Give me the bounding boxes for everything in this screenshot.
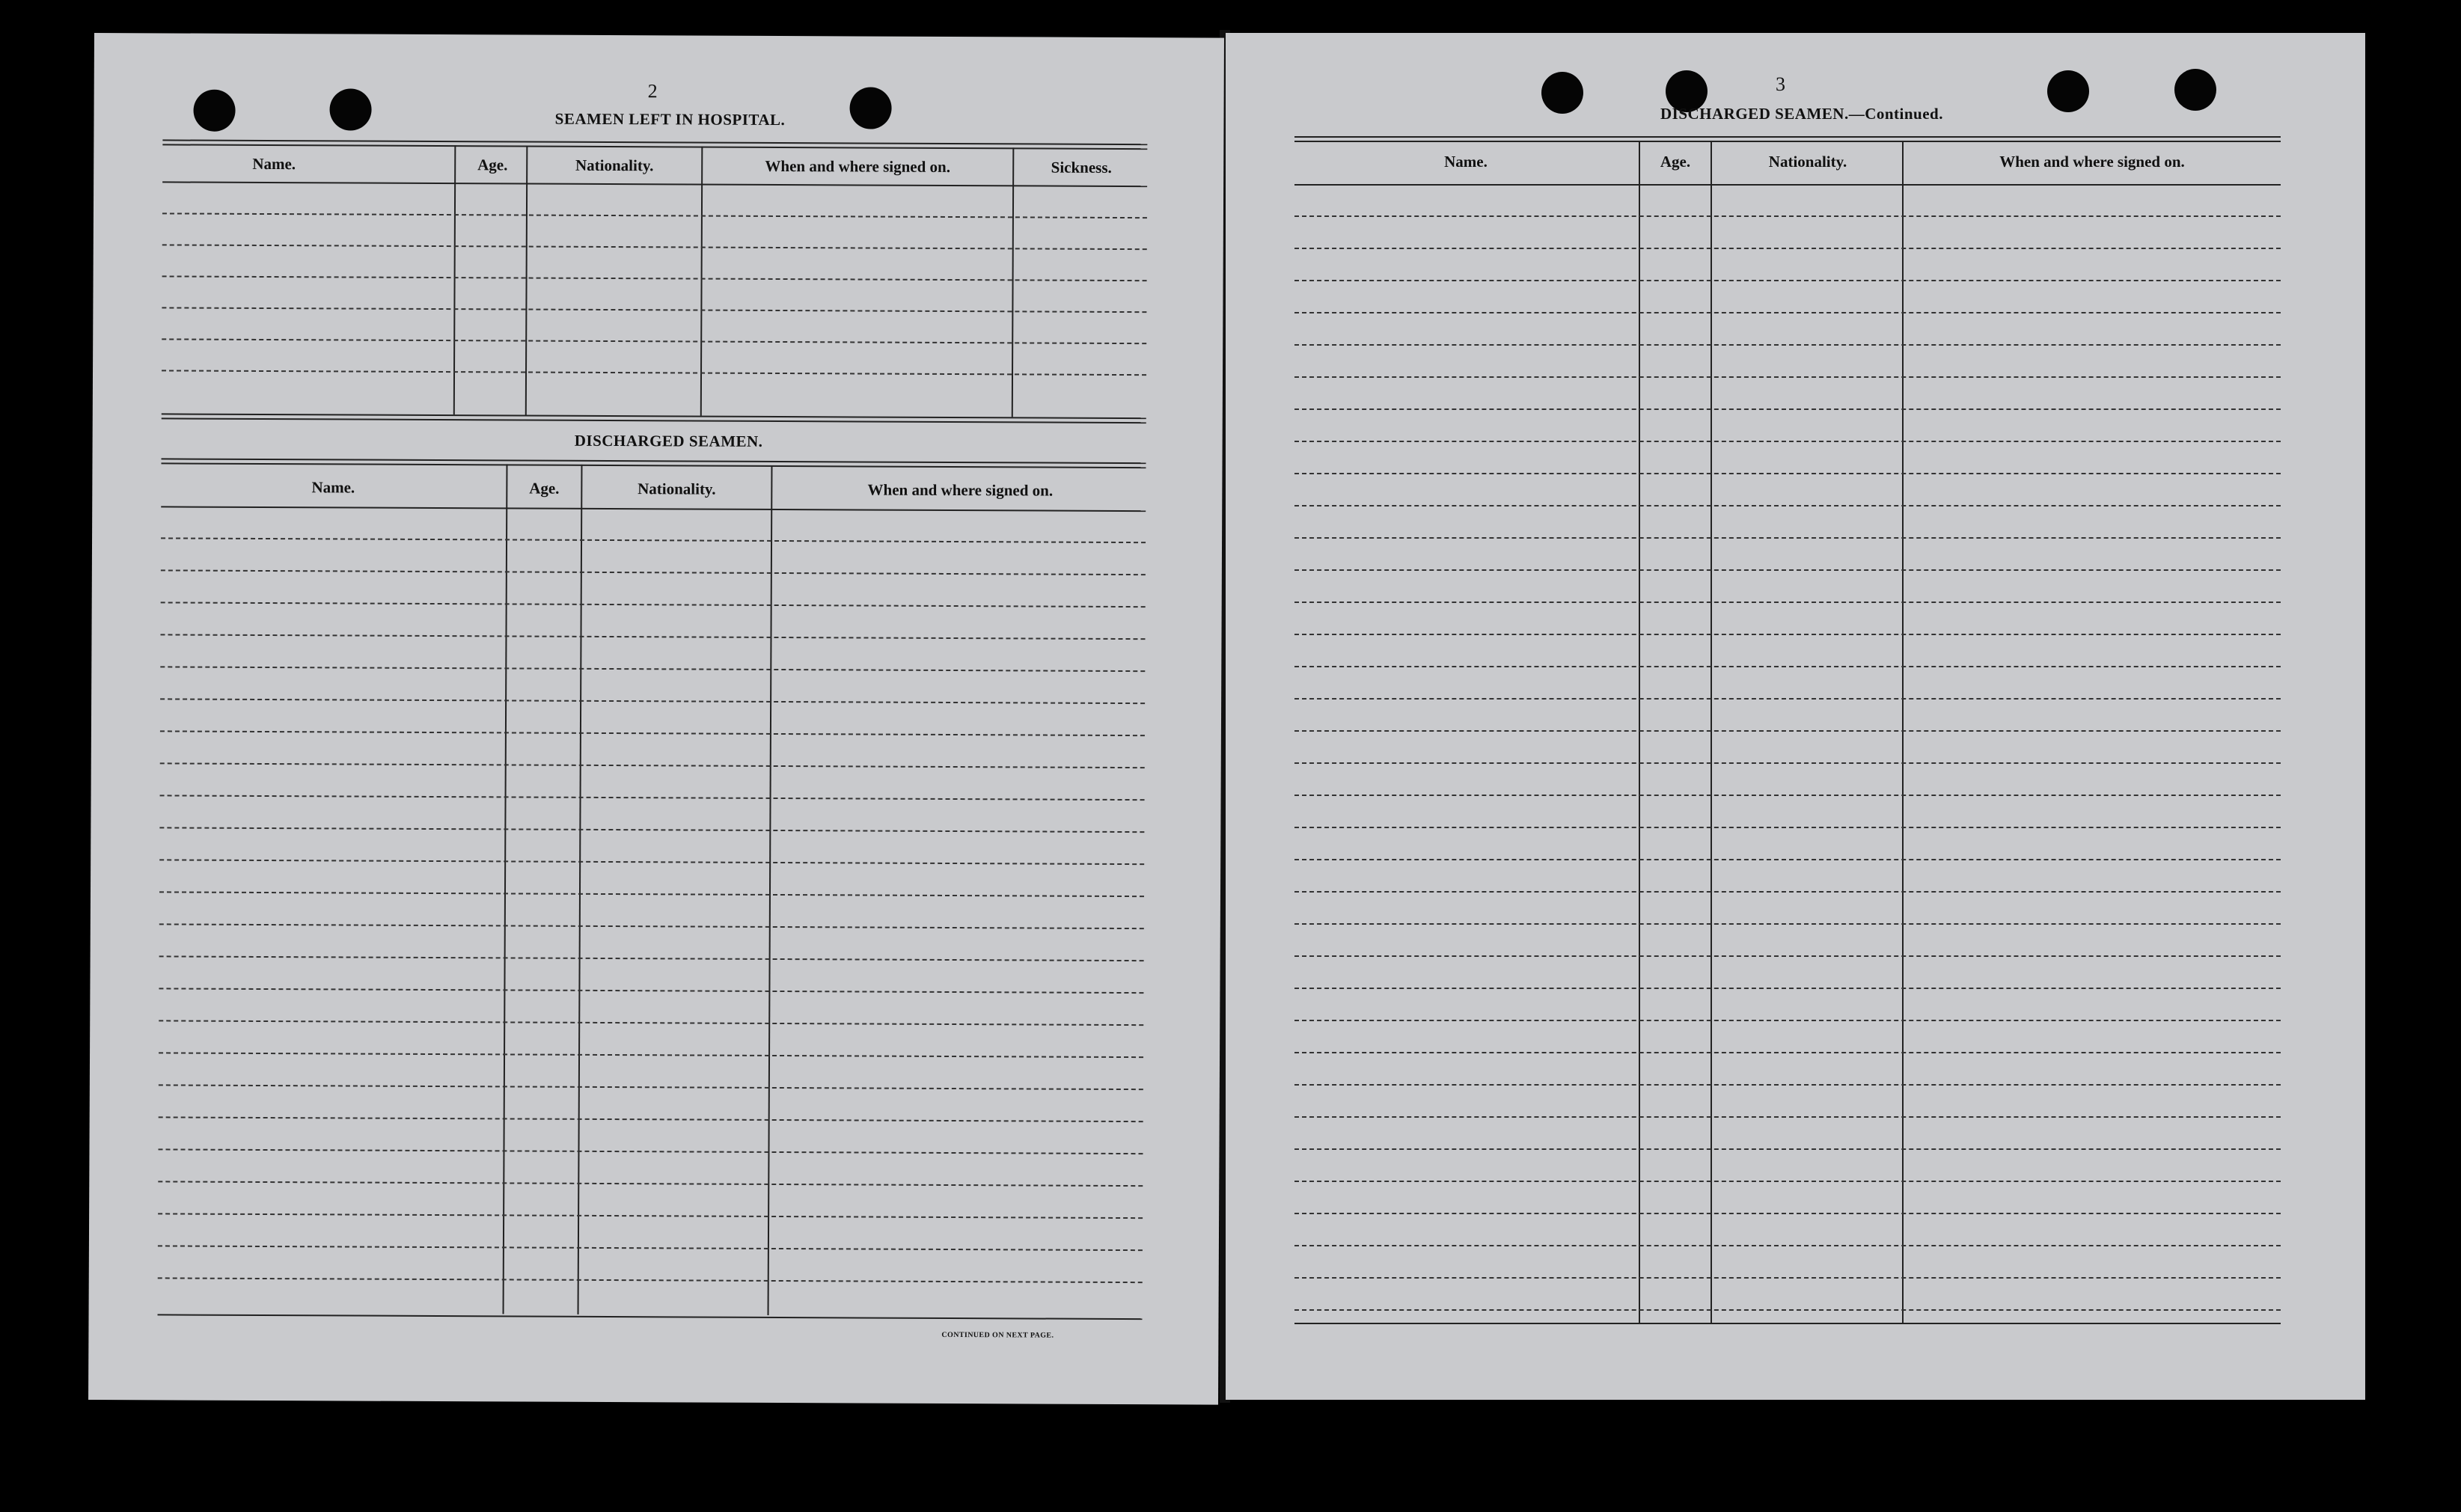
right-page: [1226, 33, 2365, 1400]
entry-line: [160, 698, 1145, 704]
table-top-rule: [161, 462, 1146, 468]
entry-line: [1294, 1148, 2281, 1150]
col-name: Name.: [1444, 153, 1488, 171]
entry-line: [161, 569, 1146, 575]
entry-line: [161, 537, 1146, 543]
entry-line: [1294, 441, 2281, 442]
entry-line: [1294, 1309, 2281, 1311]
entry-line: [159, 859, 1144, 865]
entry-line: [159, 1084, 1143, 1090]
entry-line: [160, 795, 1145, 801]
header-bottom-rule: [161, 506, 1146, 512]
entry-line: [1294, 602, 2281, 603]
col-signed-on: When and where signed on.: [1999, 153, 2185, 171]
entry-line: [1294, 827, 2281, 828]
table-top-rule: [1294, 136, 2281, 138]
entry-line: [1294, 537, 2281, 539]
entry-line: [158, 1277, 1143, 1283]
discharged-col-nationality: Nationality.: [638, 480, 716, 498]
entry-line: [160, 666, 1145, 672]
left-page: [88, 33, 1224, 1405]
entry-line: [159, 955, 1144, 961]
hospital-col-nationality: Nationality.: [575, 156, 654, 175]
column-divider: [525, 146, 528, 415]
punch-hole: [329, 88, 371, 130]
column-divider: [768, 465, 773, 1315]
table-bottom-rule: [162, 417, 1146, 423]
hospital-section-title: SEAMEN LEFT IN HOSPITAL.: [554, 109, 786, 129]
entry-line: [158, 1148, 1143, 1154]
entry-line: [160, 730, 1145, 736]
discharged-continued-title: DISCHARGED SEAMEN.—Continued.: [1660, 105, 1943, 123]
hospital-col-sickness: Sickness.: [1051, 158, 1112, 177]
header-bottom-rule: [162, 181, 1147, 187]
column-divider: [700, 147, 703, 416]
entry-line: [1294, 376, 2281, 378]
entry-line: [162, 370, 1146, 376]
entry-line: [1294, 666, 2281, 667]
entry-line: [1294, 1020, 2281, 1021]
entry-line: [162, 244, 1147, 250]
hospital-col-signed-on: When and where signed on.: [765, 156, 951, 176]
page-number: 2: [647, 80, 658, 102]
punch-hole: [849, 87, 891, 129]
discharged-col-name: Name.: [311, 478, 355, 497]
entry-line: [1294, 634, 2281, 635]
entry-line: [1294, 1181, 2281, 1182]
column-divider: [503, 464, 508, 1314]
entry-line: [1294, 1213, 2281, 1214]
entry-line: [1294, 312, 2281, 313]
continued-note: CONTINUED ON NEXT PAGE.: [941, 1330, 1054, 1340]
discharged-section-title: DISCHARGED SEAMEN.: [574, 431, 763, 450]
entry-line: [161, 602, 1146, 607]
col-nationality: Nationality.: [1768, 153, 1847, 171]
entry-line: [159, 923, 1144, 929]
column-divider: [578, 465, 583, 1314]
punch-hole: [1541, 72, 1583, 114]
entry-line: [159, 1052, 1143, 1058]
column-divider: [453, 145, 456, 414]
entry-line: [162, 338, 1146, 344]
entry-line: [160, 762, 1145, 768]
entry-line: [159, 1020, 1143, 1026]
entry-line: [162, 212, 1147, 218]
entry-line: [1294, 280, 2281, 281]
column-divider: [1711, 141, 1712, 1323]
entry-line: [1294, 1084, 2281, 1086]
entry-line: [158, 1181, 1143, 1187]
column-divider: [1902, 141, 1904, 1323]
column-divider: [1012, 147, 1015, 417]
entry-line: [1294, 248, 2281, 249]
entry-line: [1294, 891, 2281, 893]
entry-line: [1294, 1277, 2281, 1279]
header-bottom-rule: [1294, 184, 2281, 186]
entry-line: [1294, 988, 2281, 989]
punch-hole: [2047, 70, 2089, 112]
entry-line: [1294, 762, 2281, 764]
entry-line: [1294, 408, 2281, 410]
entry-line: [159, 891, 1144, 897]
table-bottom-rule: [1294, 1323, 2281, 1324]
entry-line: [1294, 569, 2281, 571]
hospital-col-age: Age.: [477, 156, 508, 174]
punch-hole: [193, 90, 235, 132]
col-age: Age.: [1660, 153, 1691, 171]
entry-line: [158, 1213, 1143, 1219]
entry-line: [1294, 215, 2281, 217]
discharged-col-age: Age.: [529, 479, 560, 498]
page-number: 3: [1776, 73, 1785, 95]
entry-line: [159, 1116, 1143, 1122]
entry-line: [1294, 1116, 2281, 1118]
entry-line: [1294, 473, 2281, 474]
entry-line: [1294, 859, 2281, 860]
entry-line: [162, 275, 1147, 281]
entry-line: [1294, 1245, 2281, 1246]
discharged-entry-lines: [94, 33, 1224, 38]
entry-line: [1294, 1052, 2281, 1053]
table-top-rule: [1294, 141, 2281, 142]
entry-line: [1294, 795, 2281, 796]
discharged-col-signed-on: When and where signed on.: [867, 480, 1054, 500]
entry-line: [1294, 923, 2281, 925]
entry-line: [159, 988, 1143, 994]
entry-line: [1294, 505, 2281, 506]
entry-line: [162, 307, 1146, 313]
entry-line: [1294, 955, 2281, 957]
punch-hole: [2174, 69, 2216, 111]
table-bottom-rule: [158, 1314, 1143, 1320]
table-top-rule: [162, 144, 1147, 150]
entry-line: [1294, 730, 2281, 732]
entry-line: [160, 634, 1145, 640]
entry-line: [158, 1245, 1143, 1251]
column-divider: [1639, 141, 1640, 1323]
entry-line: [1294, 698, 2281, 700]
entry-line: [1294, 344, 2281, 346]
entry-line: [159, 827, 1144, 833]
hospital-col-name: Name.: [252, 154, 296, 174]
